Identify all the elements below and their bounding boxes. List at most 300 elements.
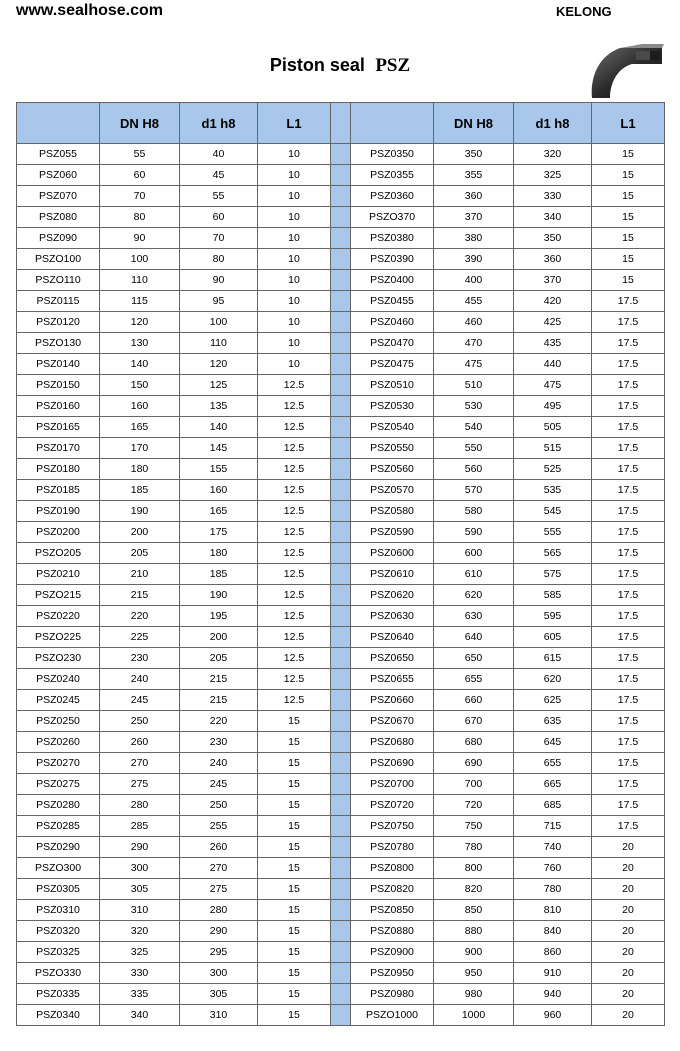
cell-l1-left: 15 (258, 942, 331, 963)
cell-d1-left: 295 (180, 942, 258, 963)
cell-code-left: PSZ0185 (17, 480, 100, 501)
cell-code-left: PSZO100 (17, 249, 100, 270)
header-dn-left: DN H8 (100, 103, 180, 144)
table-row (17, 585, 665, 606)
cell-dn-right: 980 (434, 984, 514, 1005)
table-row (17, 606, 665, 627)
cell-l1-left: 12.5 (258, 564, 331, 585)
cell-dn-right: 455 (434, 291, 514, 312)
cell-d1-left: 95 (180, 291, 258, 312)
cell-d1-right: 370 (514, 270, 592, 291)
table-row (17, 480, 665, 501)
cell-code-left: PSZ0290 (17, 837, 100, 858)
cell-l1-right: 15 (592, 228, 665, 249)
cell-code-left: PSZ0270 (17, 753, 100, 774)
cell-l1-right: 20 (592, 879, 665, 900)
cell-dn-left: 250 (100, 711, 180, 732)
cell-dn-left: 200 (100, 522, 180, 543)
cell-dn-left: 310 (100, 900, 180, 921)
cell-d1-left: 240 (180, 753, 258, 774)
cell-dn-right: 580 (434, 501, 514, 522)
cell-code-left: PSZO130 (17, 333, 100, 354)
cell-code-right: PSZ0720 (351, 795, 434, 816)
cell-code-left: PSZO330 (17, 963, 100, 984)
table-row (17, 459, 665, 480)
cell-d1-right: 645 (514, 732, 592, 753)
table-row (17, 249, 665, 270)
cell-code-right: PSZ0660 (351, 690, 434, 711)
cell-d1-right: 595 (514, 606, 592, 627)
cell-l1-right: 15 (592, 144, 665, 165)
cell-l1-right: 17.5 (592, 438, 665, 459)
cell-dn-right: 540 (434, 417, 514, 438)
header-l1-left: L1 (258, 103, 331, 144)
table-row (17, 963, 665, 984)
cell-code-left: PSZ0200 (17, 522, 100, 543)
cell-dn-right: 660 (434, 690, 514, 711)
cell-dn-right: 380 (434, 228, 514, 249)
table-row (17, 1005, 665, 1026)
cell-l1-left: 12.5 (258, 543, 331, 564)
cell-dn-left: 275 (100, 774, 180, 795)
cell-code-right: PSZ0530 (351, 396, 434, 417)
cell-dn-left: 335 (100, 984, 180, 1005)
column-separator (331, 858, 351, 879)
column-separator (331, 144, 351, 165)
cell-code-left: PSZ0275 (17, 774, 100, 795)
cell-l1-right: 17.5 (592, 543, 665, 564)
site-url: www.sealhose.com (16, 2, 164, 19)
column-separator (331, 459, 351, 480)
cell-l1-left: 15 (258, 984, 331, 1005)
cell-l1-right: 17.5 (592, 669, 665, 690)
cell-l1-right: 17.5 (592, 648, 665, 669)
table-body (17, 144, 665, 1026)
cell-l1-left: 12.5 (258, 438, 331, 459)
cell-d1-left: 110 (180, 333, 258, 354)
cell-l1-right: 17.5 (592, 690, 665, 711)
cell-d1-right: 325 (514, 165, 592, 186)
cell-code-right: PSZ0850 (351, 900, 434, 921)
cell-l1-left: 12.5 (258, 669, 331, 690)
cell-d1-left: 215 (180, 669, 258, 690)
cell-l1-left: 15 (258, 774, 331, 795)
column-separator (331, 942, 351, 963)
header-dn-right: DN H8 (434, 103, 514, 144)
cell-d1-right: 960 (514, 1005, 592, 1026)
cell-d1-right: 740 (514, 837, 592, 858)
column-separator (331, 103, 351, 144)
cell-l1-right: 20 (592, 837, 665, 858)
cell-dn-right: 880 (434, 921, 514, 942)
header-d1-right: d1 h8 (514, 103, 592, 144)
cell-l1-left: 12.5 (258, 522, 331, 543)
cell-code-right: PSZ0820 (351, 879, 434, 900)
table-row (17, 690, 665, 711)
cell-code-left: PSZ0190 (17, 501, 100, 522)
cell-code-left: PSZ080 (17, 207, 100, 228)
cell-dn-left: 270 (100, 753, 180, 774)
cell-d1-left: 80 (180, 249, 258, 270)
cell-d1-right: 585 (514, 585, 592, 606)
column-separator (331, 753, 351, 774)
cell-l1-left: 12.5 (258, 648, 331, 669)
cell-d1-left: 140 (180, 417, 258, 438)
cell-code-left: PSZO110 (17, 270, 100, 291)
cell-d1-right: 475 (514, 375, 592, 396)
cell-d1-right: 440 (514, 354, 592, 375)
column-separator (331, 249, 351, 270)
cell-dn-right: 820 (434, 879, 514, 900)
cell-l1-right: 17.5 (592, 459, 665, 480)
cell-code-right: PSZ0780 (351, 837, 434, 858)
cell-d1-left: 100 (180, 312, 258, 333)
cell-l1-left: 10 (258, 270, 331, 291)
cell-l1-right: 15 (592, 186, 665, 207)
column-separator (331, 816, 351, 837)
table-row (17, 732, 665, 753)
cell-code-left: PSZ090 (17, 228, 100, 249)
cell-code-left: PSZ0260 (17, 732, 100, 753)
cell-l1-left: 12.5 (258, 375, 331, 396)
cell-dn-left: 180 (100, 459, 180, 480)
cell-code-right: PSZ0600 (351, 543, 434, 564)
cell-d1-left: 205 (180, 648, 258, 669)
cell-d1-right: 555 (514, 522, 592, 543)
column-separator (331, 291, 351, 312)
cell-l1-left: 10 (258, 144, 331, 165)
cell-l1-right: 20 (592, 858, 665, 879)
cell-l1-right: 20 (592, 963, 665, 984)
cell-l1-left: 15 (258, 816, 331, 837)
cell-d1-left: 275 (180, 879, 258, 900)
cell-code-right: PSZ0610 (351, 564, 434, 585)
cell-l1-left: 15 (258, 921, 331, 942)
cell-code-right: PSZ0400 (351, 270, 434, 291)
cell-dn-left: 100 (100, 249, 180, 270)
page-title (0, 55, 680, 77)
cell-code-right: PSZ0580 (351, 501, 434, 522)
cell-d1-left: 155 (180, 459, 258, 480)
cell-d1-left: 165 (180, 501, 258, 522)
cell-d1-left: 160 (180, 480, 258, 501)
cell-l1-left: 10 (258, 354, 331, 375)
cell-dn-right: 650 (434, 648, 514, 669)
cell-code-right: PSZ0540 (351, 417, 434, 438)
cell-code-right: PSZ0880 (351, 921, 434, 942)
column-separator (331, 900, 351, 921)
cell-d1-right: 565 (514, 543, 592, 564)
cell-code-left: PSZ0115 (17, 291, 100, 312)
column-separator (331, 333, 351, 354)
cell-code-left: PSZ0120 (17, 312, 100, 333)
cell-code-right: PSZ0470 (351, 333, 434, 354)
cell-dn-right: 355 (434, 165, 514, 186)
cell-code-left: PSZ0250 (17, 711, 100, 732)
cell-code-left: PSZ0335 (17, 984, 100, 1005)
cell-code-right: PSZ0640 (351, 627, 434, 648)
cell-code-right: PSZ0390 (351, 249, 434, 270)
cell-code-left: PSZ070 (17, 186, 100, 207)
cell-l1-left: 10 (258, 291, 331, 312)
cell-code-left: PSZ0220 (17, 606, 100, 627)
cell-l1-right: 20 (592, 984, 665, 1005)
cell-l1-left: 12.5 (258, 417, 331, 438)
cell-code-right: PSZO1000 (351, 1005, 434, 1026)
cell-code-left: PSZ060 (17, 165, 100, 186)
cell-code-right: PSZ0800 (351, 858, 434, 879)
cell-code-left: PSZ0140 (17, 354, 100, 375)
cell-dn-right: 560 (434, 459, 514, 480)
column-separator (331, 165, 351, 186)
cell-l1-right: 17.5 (592, 480, 665, 501)
cell-dn-right: 850 (434, 900, 514, 921)
cell-d1-left: 45 (180, 165, 258, 186)
cell-code-right: PSZ0350 (351, 144, 434, 165)
cell-d1-left: 245 (180, 774, 258, 795)
cell-dn-left: 340 (100, 1005, 180, 1026)
cell-code-right: PSZ0510 (351, 375, 434, 396)
cell-dn-right: 750 (434, 816, 514, 837)
column-separator (331, 690, 351, 711)
column-separator (331, 186, 351, 207)
cell-d1-left: 270 (180, 858, 258, 879)
cell-d1-right: 760 (514, 858, 592, 879)
cell-l1-right: 17.5 (592, 711, 665, 732)
cell-l1-left: 10 (258, 333, 331, 354)
cell-code-right: PSZ0560 (351, 459, 434, 480)
cell-l1-left: 12.5 (258, 627, 331, 648)
table-row (17, 816, 665, 837)
cell-d1-right: 330 (514, 186, 592, 207)
cell-code-left: PSZ0310 (17, 900, 100, 921)
column-separator (331, 207, 351, 228)
cell-d1-left: 145 (180, 438, 258, 459)
cell-l1-right: 17.5 (592, 732, 665, 753)
table-row (17, 417, 665, 438)
cell-dn-left: 230 (100, 648, 180, 669)
table-row (17, 375, 665, 396)
cell-dn-right: 690 (434, 753, 514, 774)
cell-d1-right: 620 (514, 669, 592, 690)
cell-l1-left: 10 (258, 207, 331, 228)
cell-d1-right: 685 (514, 795, 592, 816)
cell-dn-left: 110 (100, 270, 180, 291)
table-header-row (17, 103, 665, 144)
cell-code-right: PSZ0460 (351, 312, 434, 333)
column-separator (331, 228, 351, 249)
cell-l1-right: 17.5 (592, 627, 665, 648)
cell-d1-left: 55 (180, 186, 258, 207)
cell-dn-left: 115 (100, 291, 180, 312)
cell-code-left: PSZ0180 (17, 459, 100, 480)
cell-d1-right: 525 (514, 459, 592, 480)
cell-d1-right: 425 (514, 312, 592, 333)
cell-code-right: PSZ0570 (351, 480, 434, 501)
cell-dn-right: 360 (434, 186, 514, 207)
cell-l1-left: 12.5 (258, 459, 331, 480)
cell-dn-right: 350 (434, 144, 514, 165)
cell-dn-right: 475 (434, 354, 514, 375)
cell-dn-right: 600 (434, 543, 514, 564)
cell-d1-left: 310 (180, 1005, 258, 1026)
cell-dn-right: 390 (434, 249, 514, 270)
cell-d1-left: 40 (180, 144, 258, 165)
table-row (17, 144, 665, 165)
cell-l1-right: 15 (592, 165, 665, 186)
brand-name: KELONG (556, 4, 612, 19)
cell-dn-right: 950 (434, 963, 514, 984)
cell-d1-right: 495 (514, 396, 592, 417)
cell-l1-right: 17.5 (592, 774, 665, 795)
cell-dn-left: 80 (100, 207, 180, 228)
table-row (17, 711, 665, 732)
cell-d1-right: 515 (514, 438, 592, 459)
cell-code-right: PSZO370 (351, 207, 434, 228)
cell-code-left: PSZ0210 (17, 564, 100, 585)
cell-l1-left: 15 (258, 963, 331, 984)
cell-dn-left: 140 (100, 354, 180, 375)
title-main: Piston seal (269, 55, 365, 75)
cell-code-left: PSZO205 (17, 543, 100, 564)
cell-dn-right: 470 (434, 333, 514, 354)
table-row (17, 879, 665, 900)
cell-dn-right: 590 (434, 522, 514, 543)
column-separator (331, 837, 351, 858)
cell-d1-right: 665 (514, 774, 592, 795)
table-row (17, 921, 665, 942)
cell-dn-right: 900 (434, 942, 514, 963)
table-row (17, 564, 665, 585)
cell-d1-left: 290 (180, 921, 258, 942)
cell-l1-right: 20 (592, 900, 665, 921)
table-row (17, 270, 665, 291)
cell-dn-left: 185 (100, 480, 180, 501)
cell-d1-right: 625 (514, 690, 592, 711)
cell-d1-right: 780 (514, 879, 592, 900)
cell-d1-left: 230 (180, 732, 258, 753)
table-row (17, 627, 665, 648)
cell-d1-left: 60 (180, 207, 258, 228)
cell-d1-left: 200 (180, 627, 258, 648)
table-row (17, 165, 665, 186)
cell-d1-right: 655 (514, 753, 592, 774)
table-row (17, 900, 665, 921)
cell-d1-left: 255 (180, 816, 258, 837)
cell-d1-right: 615 (514, 648, 592, 669)
cell-dn-right: 800 (434, 858, 514, 879)
table-row (17, 858, 665, 879)
cell-dn-left: 240 (100, 669, 180, 690)
cell-d1-right: 535 (514, 480, 592, 501)
cell-d1-left: 70 (180, 228, 258, 249)
cell-dn-left: 215 (100, 585, 180, 606)
cell-d1-left: 175 (180, 522, 258, 543)
table-row (17, 207, 665, 228)
column-separator (331, 669, 351, 690)
cell-code-right: PSZ0650 (351, 648, 434, 669)
column-separator (331, 543, 351, 564)
cell-dn-right: 400 (434, 270, 514, 291)
cell-code-right: PSZ0680 (351, 732, 434, 753)
cell-dn-right: 610 (434, 564, 514, 585)
cell-code-left: PSZO300 (17, 858, 100, 879)
cell-l1-right: 17.5 (592, 564, 665, 585)
table-row (17, 795, 665, 816)
cell-dn-left: 205 (100, 543, 180, 564)
table-row (17, 312, 665, 333)
table-row (17, 396, 665, 417)
cell-dn-right: 670 (434, 711, 514, 732)
column-separator (331, 921, 351, 942)
cell-l1-left: 15 (258, 858, 331, 879)
cell-l1-left: 12.5 (258, 690, 331, 711)
cell-d1-left: 215 (180, 690, 258, 711)
table-row (17, 942, 665, 963)
cell-d1-right: 605 (514, 627, 592, 648)
cell-l1-left: 15 (258, 732, 331, 753)
cell-dn-left: 245 (100, 690, 180, 711)
column-separator (331, 354, 351, 375)
column-separator (331, 774, 351, 795)
cell-dn-left: 60 (100, 165, 180, 186)
cell-l1-left: 15 (258, 1005, 331, 1026)
table-row (17, 837, 665, 858)
cell-d1-right: 810 (514, 900, 592, 921)
column-separator (331, 627, 351, 648)
cell-code-right: PSZ0360 (351, 186, 434, 207)
cell-l1-right: 17.5 (592, 375, 665, 396)
table-row (17, 291, 665, 312)
cell-d1-right: 360 (514, 249, 592, 270)
column-separator (331, 732, 351, 753)
column-separator (331, 417, 351, 438)
cell-code-left: PSZ055 (17, 144, 100, 165)
cell-d1-right: 350 (514, 228, 592, 249)
cell-d1-left: 180 (180, 543, 258, 564)
cell-d1-left: 90 (180, 270, 258, 291)
header-code-right (351, 103, 434, 144)
cell-code-left: PSZ0160 (17, 396, 100, 417)
cell-l1-right: 17.5 (592, 816, 665, 837)
cell-code-right: PSZ0630 (351, 606, 434, 627)
cell-d1-left: 220 (180, 711, 258, 732)
cell-l1-left: 15 (258, 879, 331, 900)
table-row (17, 984, 665, 1005)
cell-l1-right: 17.5 (592, 312, 665, 333)
cell-code-right: PSZ0700 (351, 774, 434, 795)
cell-code-left: PSZO230 (17, 648, 100, 669)
table-row (17, 774, 665, 795)
column-separator (331, 522, 351, 543)
header-d1-left: d1 h8 (180, 103, 258, 144)
cell-l1-right: 17.5 (592, 291, 665, 312)
cell-dn-left: 70 (100, 186, 180, 207)
cell-d1-right: 340 (514, 207, 592, 228)
cell-dn-left: 300 (100, 858, 180, 879)
cell-code-right: PSZ0475 (351, 354, 434, 375)
cell-code-left: PSZO215 (17, 585, 100, 606)
cell-d1-right: 840 (514, 921, 592, 942)
cell-dn-left: 120 (100, 312, 180, 333)
cell-dn-right: 370 (434, 207, 514, 228)
cell-l1-left: 10 (258, 186, 331, 207)
cell-dn-left: 325 (100, 942, 180, 963)
cell-d1-right: 575 (514, 564, 592, 585)
cell-code-left: PSZ0340 (17, 1005, 100, 1026)
table-row (17, 522, 665, 543)
table-row (17, 753, 665, 774)
